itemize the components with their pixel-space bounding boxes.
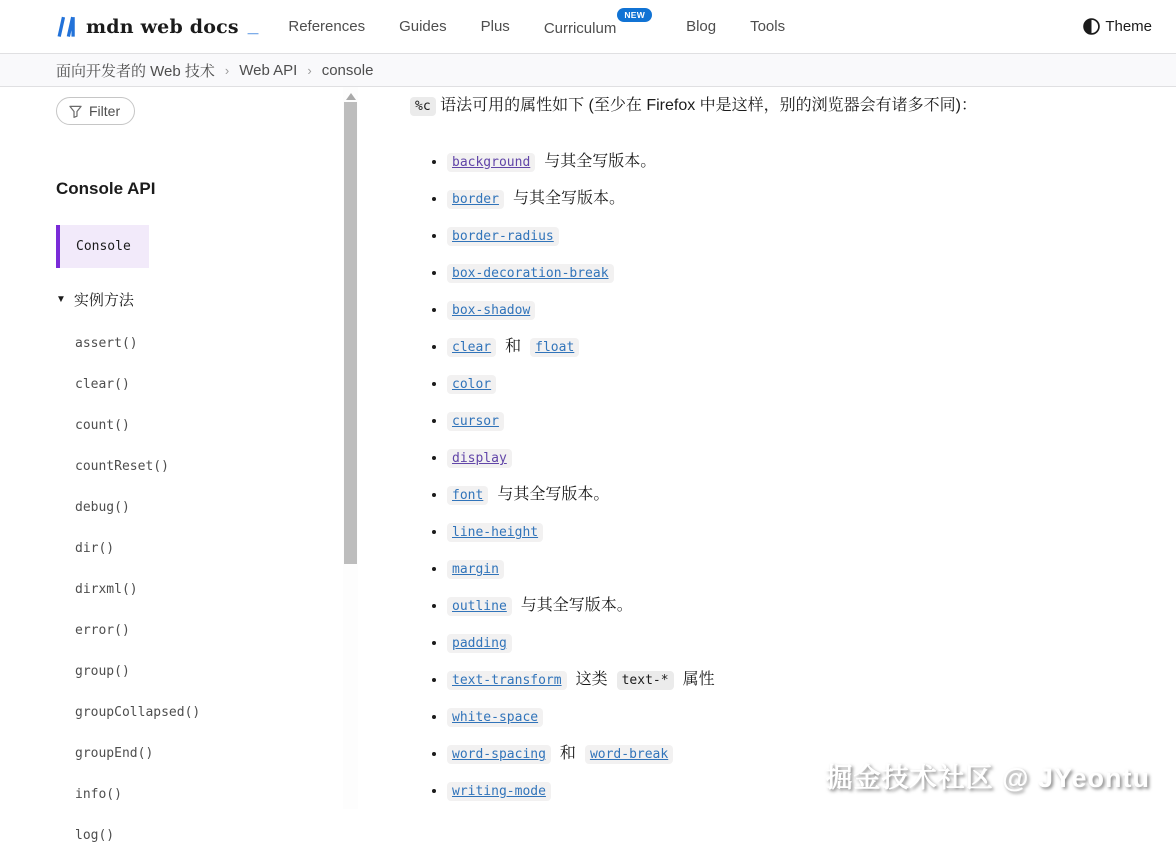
property-list-item xyxy=(447,373,1156,396)
theme-half-circle-icon xyxy=(1083,18,1100,35)
nav-item-tools[interactable]: Tools xyxy=(750,18,786,35)
section-label: 实例方法 xyxy=(73,292,134,309)
css-property-link[interactable]: cursor xyxy=(447,412,504,431)
css-property-link[interactable]: outline xyxy=(447,597,512,616)
item-text: 和 xyxy=(505,338,522,355)
intro-paragraph xyxy=(410,94,1156,119)
property-list-item xyxy=(447,780,1156,803)
property-list-item xyxy=(447,558,1156,581)
item-text: 和 xyxy=(559,745,576,762)
sidebar-method-item[interactable]: clear() xyxy=(75,377,130,392)
css-property-link[interactable]: margin xyxy=(447,560,504,579)
item-text: 与其全写版本。 xyxy=(544,153,657,170)
breadcrumb-separator: › xyxy=(224,62,230,78)
css-property-link[interactable]: text-transform xyxy=(447,671,567,690)
nav-item-plus[interactable]: Plus xyxy=(480,18,510,35)
logo-underscore: _ xyxy=(247,15,259,37)
sidebar-method-item[interactable]: error() xyxy=(75,623,130,638)
sidebar-item-console-current[interactable]: Console xyxy=(56,225,149,268)
inline-code: text-* xyxy=(617,671,674,690)
item-text: 这类 xyxy=(575,671,608,688)
item-text: 属性 xyxy=(682,671,715,688)
sidebar-method-item[interactable]: group() xyxy=(75,664,130,679)
property-list-item xyxy=(447,151,1156,174)
css-property-link[interactable]: display xyxy=(447,449,512,468)
sidebar-method-item[interactable]: assert() xyxy=(75,336,138,351)
theme-label: Theme xyxy=(1105,18,1152,35)
css-property-link[interactable]: writing-mode xyxy=(447,782,551,801)
property-list-item xyxy=(447,225,1156,248)
sidebar-method-item[interactable]: groupCollapsed() xyxy=(75,705,201,720)
property-list-item xyxy=(447,595,1156,618)
sidebar-method-list xyxy=(56,336,330,843)
css-property-link[interactable]: word-spacing xyxy=(447,745,551,764)
mdn-m-icon xyxy=(56,15,79,38)
property-list-item xyxy=(447,669,1156,692)
sidebar xyxy=(0,87,360,843)
property-list-item xyxy=(447,447,1156,470)
css-property-link[interactable]: white-space xyxy=(447,708,543,727)
sidebar-method-item[interactable]: debug() xyxy=(75,500,130,515)
css-property-link[interactable]: color xyxy=(447,375,496,394)
sidebar-method-item[interactable]: dir() xyxy=(75,541,115,556)
article-content xyxy=(360,87,1176,809)
filter-funnel-icon xyxy=(69,105,82,118)
property-list-item xyxy=(447,262,1156,285)
sidebar-method-item[interactable]: countReset() xyxy=(75,459,169,474)
css-property-link[interactable]: box-decoration-break xyxy=(447,264,614,283)
item-text: 与其全写版本。 xyxy=(520,597,633,614)
filter-label: Filter xyxy=(89,103,121,119)
nav-item-curriculum[interactable]: Curriculum$^{NEW}$ xyxy=(544,17,652,37)
css-property-link[interactable]: float xyxy=(530,338,579,357)
watermark: 掘金技术社区 @ JYeontu xyxy=(825,763,1150,793)
breadcrumb-item-2: console xyxy=(321,61,374,79)
chevron-down-icon: ▼ xyxy=(56,294,66,305)
nav-item-blog[interactable]: Blog xyxy=(686,18,717,35)
css-property-link[interactable]: border xyxy=(447,190,504,209)
filter-button[interactable] xyxy=(56,97,135,125)
new-badge: NEW xyxy=(617,8,652,22)
css-property-link[interactable]: background xyxy=(447,153,535,172)
logo-wordmark: mdn web docs xyxy=(86,15,239,38)
sidebar-method-item[interactable]: info() xyxy=(75,787,122,802)
breadcrumb-item-0[interactable]: 面向开发者的 Web 技术 xyxy=(56,62,215,80)
header-right xyxy=(1083,18,1152,35)
sidebar-method-item[interactable]: dirxml() xyxy=(75,582,138,597)
intro-text: 语法可用的属性如下 (至少在 Firefox 中是这样，别的浏览器会有诸多不同)： xyxy=(440,97,978,114)
sidebar-method-item[interactable]: groupEnd() xyxy=(75,746,154,761)
sidebar-method-item[interactable]: count() xyxy=(75,418,130,433)
page-body xyxy=(0,87,1176,843)
property-list-item xyxy=(447,188,1156,211)
property-list-item xyxy=(447,632,1156,655)
property-list-item xyxy=(447,521,1156,544)
item-text: 与其全写版本。 xyxy=(497,486,610,503)
theme-toggle-button[interactable] xyxy=(1083,18,1152,35)
mdn-logo[interactable] xyxy=(56,15,258,38)
css-property-link[interactable]: word-break xyxy=(585,745,673,764)
css-property-link[interactable]: box-shadow xyxy=(447,301,535,320)
sidebar-title: Console API xyxy=(56,179,156,198)
property-list-item xyxy=(447,484,1156,507)
main-nav xyxy=(288,9,786,37)
property-list-item xyxy=(447,706,1156,729)
property-list-item xyxy=(447,299,1156,322)
breadcrumb xyxy=(0,53,1176,87)
nav-item-guides[interactable]: Guides xyxy=(399,18,447,35)
item-text: 与其全写版本。 xyxy=(512,190,625,207)
css-property-link[interactable]: clear xyxy=(447,338,496,357)
css-property-link[interactable]: padding xyxy=(447,634,512,653)
nav-item-references[interactable]: References xyxy=(288,18,366,35)
top-nav xyxy=(0,0,1176,53)
sidebar-section-instance-methods[interactable] xyxy=(56,289,330,310)
property-list-item xyxy=(447,410,1156,433)
property-list-item xyxy=(447,743,1156,766)
css-property-link[interactable]: line-height xyxy=(447,523,543,542)
css-property-link[interactable]: font xyxy=(447,486,488,505)
sidebar-method-item[interactable]: log() xyxy=(75,828,115,843)
breadcrumb-separator: › xyxy=(307,62,312,78)
sidebar-scrollbar[interactable] xyxy=(343,87,358,809)
css-property-list xyxy=(410,151,1156,803)
scroll-up-arrow-icon[interactable] xyxy=(346,93,356,100)
inline-code-chip: %c xyxy=(410,97,436,116)
breadcrumb-item-1[interactable]: Web API xyxy=(239,61,298,79)
css-property-link[interactable]: border-radius xyxy=(447,227,559,246)
scrollbar-thumb[interactable] xyxy=(344,102,357,564)
property-list-item xyxy=(447,336,1156,359)
